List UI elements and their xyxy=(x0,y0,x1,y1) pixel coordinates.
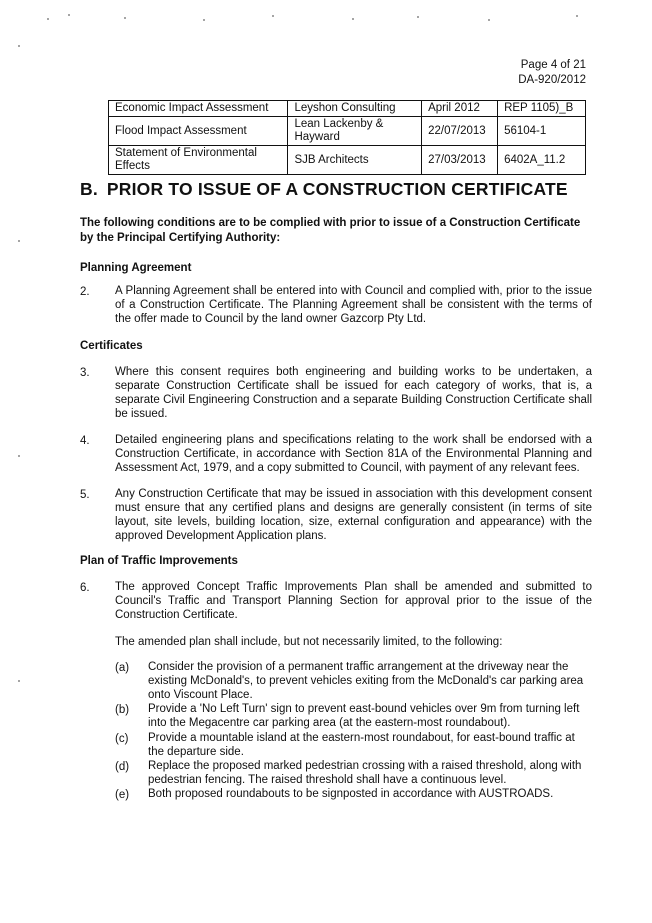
section-intro: The following conditions are to be complied with prior to issue of a Construction Certificate by the Principal Certifying Authority: xyxy=(80,217,581,244)
certificates-heading: Certificates xyxy=(80,340,143,352)
scan-speck xyxy=(47,18,49,20)
scan-speck xyxy=(272,15,274,17)
page-number: Page 4 of 21 xyxy=(520,59,586,71)
condition-text: Detailed engineering plans and specifications relating to the work shall be endorsed with a Construction Certificate, in accordance with Section 81A of the Environmental Planning and Assessment Act, 1979, and a copy submitted to Council, with payment of any relevant fees. xyxy=(115,434,592,474)
scan-speck xyxy=(352,18,354,20)
scan-speck xyxy=(576,15,578,17)
planning-agreement-heading: Planning Agreement xyxy=(80,262,192,274)
table-row xyxy=(109,146,586,175)
condition-number: 2. xyxy=(80,286,90,298)
sub-item-label: (b) xyxy=(115,704,130,716)
table-cell: Economic Impact Assessment xyxy=(109,101,288,117)
documents-table xyxy=(108,100,586,175)
table-cell: April 2012 xyxy=(422,101,498,117)
section-letter: B. xyxy=(80,179,98,199)
sub-item-text: Provide a mountable island at the eastern-most roundabout, for east-bound traffic at the departure side. xyxy=(148,732,575,758)
scan-speck xyxy=(18,45,20,47)
table-cell: SJB Architects xyxy=(288,146,422,175)
section-title: PRIOR TO ISSUE OF A CONSTRUCTION CERTIFICATE xyxy=(106,179,568,199)
sub-item-label: (d) xyxy=(115,761,130,773)
table-cell: Statement of Environmental Effects xyxy=(109,146,288,175)
table-cell: Lean Lackenby & Hayward xyxy=(288,117,422,146)
condition-number: 4. xyxy=(80,435,90,447)
scan-speck xyxy=(18,240,20,242)
traffic-improvements-heading: Plan of Traffic Improvements xyxy=(80,555,238,567)
table-cell: 56104-1 xyxy=(498,117,586,146)
page-header xyxy=(518,58,586,88)
table-cell: 22/07/2013 xyxy=(422,117,498,146)
condition-text: Where this consent requires both engineering and building works to be undertaken, a separate Construction Certificate shall be issued for each category of works, that is, a separate Civil Engineering Construction and a separate Building Construction Certificate shall be issued. xyxy=(115,366,592,420)
condition-text: The approved Concept Traffic Improvements Plan shall be amended and submitted to Council's Traffic and Transport Planning Section for approval prior to the issue of the Construction Certificate. xyxy=(115,581,592,621)
table-cell: Leyshon Consulting xyxy=(288,101,422,117)
condition-lead-text: The amended plan shall include, but not necessarily limited, to the following: xyxy=(115,636,503,648)
sub-item-label: (a) xyxy=(115,662,130,674)
condition-text: A Planning Agreement shall be entered into with Council and complied with, prior to the issue of a Construction Certificate. The Planning Agreement shall be consistent with the terms of the offer made to Council by the land owner Gazcorp Pty Ltd. xyxy=(115,285,592,325)
scan-speck xyxy=(18,680,20,682)
sub-item-label: (c) xyxy=(115,733,129,745)
condition-number: 3. xyxy=(80,367,90,379)
sub-item-text: Replace the proposed marked pedestrian crossing with a raised threshold, along with pedestrian fencing. The raised threshold shall have a continuous level. xyxy=(148,760,582,786)
table-cell: Flood Impact Assessment xyxy=(109,117,288,146)
condition-number: 6. xyxy=(80,582,90,594)
condition-number: 5. xyxy=(80,489,90,501)
scan-speck xyxy=(124,17,126,19)
table-cell: 27/03/2013 xyxy=(422,146,498,175)
table-cell: REP 1105)_B xyxy=(498,101,586,117)
scan-speck xyxy=(203,19,205,21)
sub-item-text: Provide a 'No Left Turn' sign to prevent east-bound vehicles over 9m from turning left into the Megacentre car parking area (at the eastern-most roundabout). xyxy=(148,703,580,729)
scan-speck xyxy=(488,19,490,21)
section-heading xyxy=(80,179,568,200)
table-row xyxy=(109,117,586,146)
table-cell: 6402A_11.2 xyxy=(498,146,586,175)
scan-speck xyxy=(68,14,70,16)
sub-item-text: Consider the provision of a permanent traffic arrangement at the driveway near the existing McDonald's, to prevent vehicles exiting from the McDonald's car parking area onto Viscount Place. xyxy=(148,661,584,701)
sub-item-text: Both proposed roundabouts to be signposted in accordance with AUSTROADS. xyxy=(148,788,554,800)
table-row xyxy=(109,101,586,117)
document-reference: DA-920/2012 xyxy=(518,74,586,86)
scan-speck xyxy=(18,455,20,457)
scan-speck xyxy=(417,16,419,18)
sub-item-label: (e) xyxy=(115,789,130,801)
condition-text: Any Construction Certificate that may be issued in association with this development consent must ensure that any certified plans and designs are generally consistent (in terms of site layout, site levels, building location, size, external configuration and appearance) with the approved Development Application plans. xyxy=(115,488,592,542)
